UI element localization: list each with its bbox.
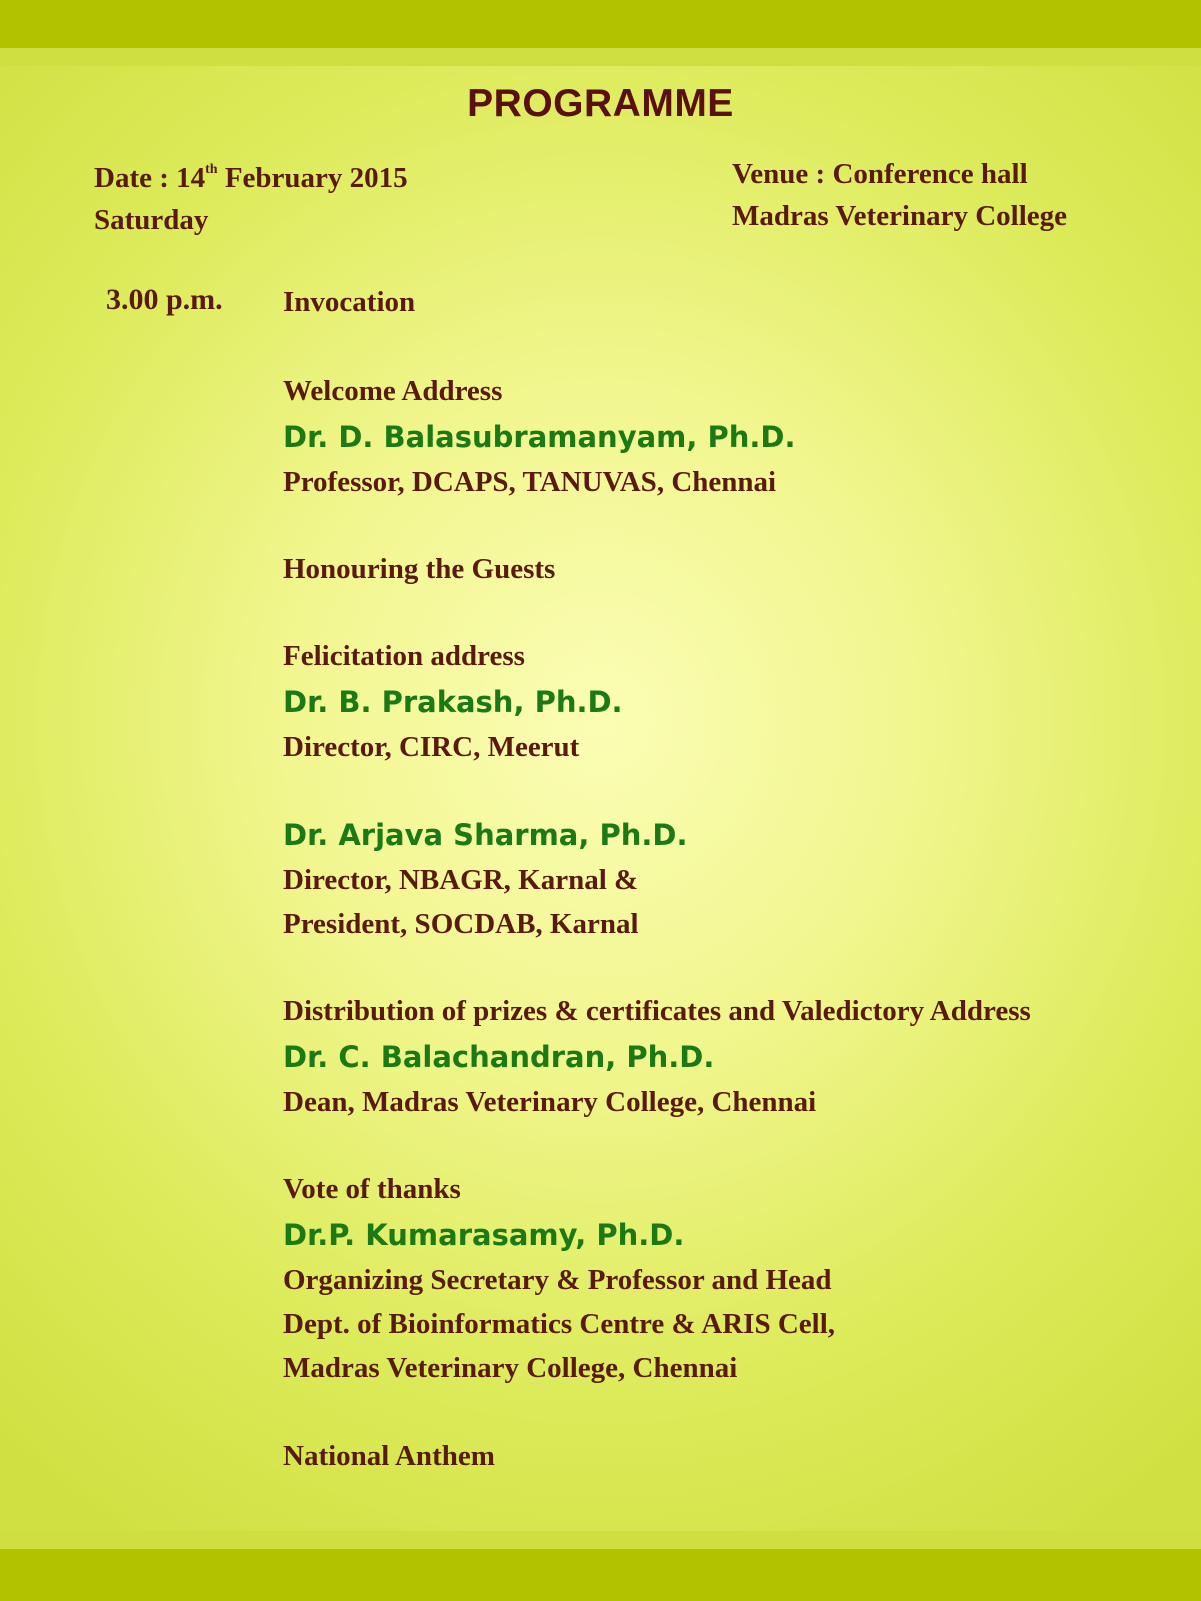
bottom-band-edge: [0, 1531, 1201, 1549]
date-label: Date : 14: [94, 162, 206, 194]
date-line: [94, 157, 408, 199]
distribution-title: Distribution of prizes & certificates and Valedictory Address: [283, 995, 1031, 1027]
invocation-item: Invocation: [283, 286, 416, 318]
vote-speaker-role2: Dept. of Bioinformatics Centre & ARIS Cell,: [283, 1308, 836, 1340]
felicitation-title: Felicitation address: [283, 640, 525, 672]
vote-speaker-role3: Madras Veterinary College, Chennai: [283, 1352, 738, 1384]
distribution-speaker-role: Dean, Madras Veterinary College, Chennai: [283, 1086, 817, 1118]
anthem-item: National Anthem: [283, 1440, 495, 1472]
page-title: PROGRAMME: [467, 82, 734, 125]
felicitation-speaker1-role: Director, CIRC, Meerut: [283, 731, 580, 763]
felicitation-speaker1-name: Dr. B. Prakash, Ph.D.: [283, 685, 623, 719]
honouring-item: Honouring the Guests: [283, 553, 556, 585]
date-superscript: th: [205, 162, 218, 177]
date-block: [94, 157, 408, 241]
vote-speaker-name: Dr.P. Kumarasamy, Ph.D.: [283, 1218, 685, 1252]
date-rest: February 2015: [217, 162, 408, 194]
venue-line-1: Venue : Conference hall: [732, 158, 1028, 190]
welcome-speaker-role: Professor, DCAPS, TANUVAS, Chennai: [283, 466, 777, 498]
welcome-title: Welcome Address: [283, 375, 503, 407]
top-band-edge: [0, 48, 1201, 66]
top-band: [0, 0, 1201, 48]
bottom-band: [0, 1549, 1201, 1601]
vote-title: Vote of thanks: [283, 1173, 461, 1205]
venue-block: [732, 153, 1067, 237]
venue-line-2: Madras Veterinary College: [732, 200, 1068, 232]
felicitation-speaker2-name: Dr. Arjava Sharma, Ph.D.: [283, 818, 688, 852]
date-day: Saturday: [94, 204, 209, 236]
distribution-speaker-name: Dr. C. Balachandran, Ph.D.: [283, 1040, 715, 1074]
programme-time: 3.00 p.m.: [106, 283, 223, 316]
welcome-speaker-name: Dr. D. Balasubramanyam, Ph.D.: [283, 420, 796, 454]
felicitation-speaker2-role2: President, SOCDAB, Karnal: [283, 908, 639, 940]
vote-speaker-role1: Organizing Secretary & Professor and Head: [283, 1264, 832, 1296]
felicitation-speaker2-role1: Director, NBAGR, Karnal &: [283, 864, 639, 896]
